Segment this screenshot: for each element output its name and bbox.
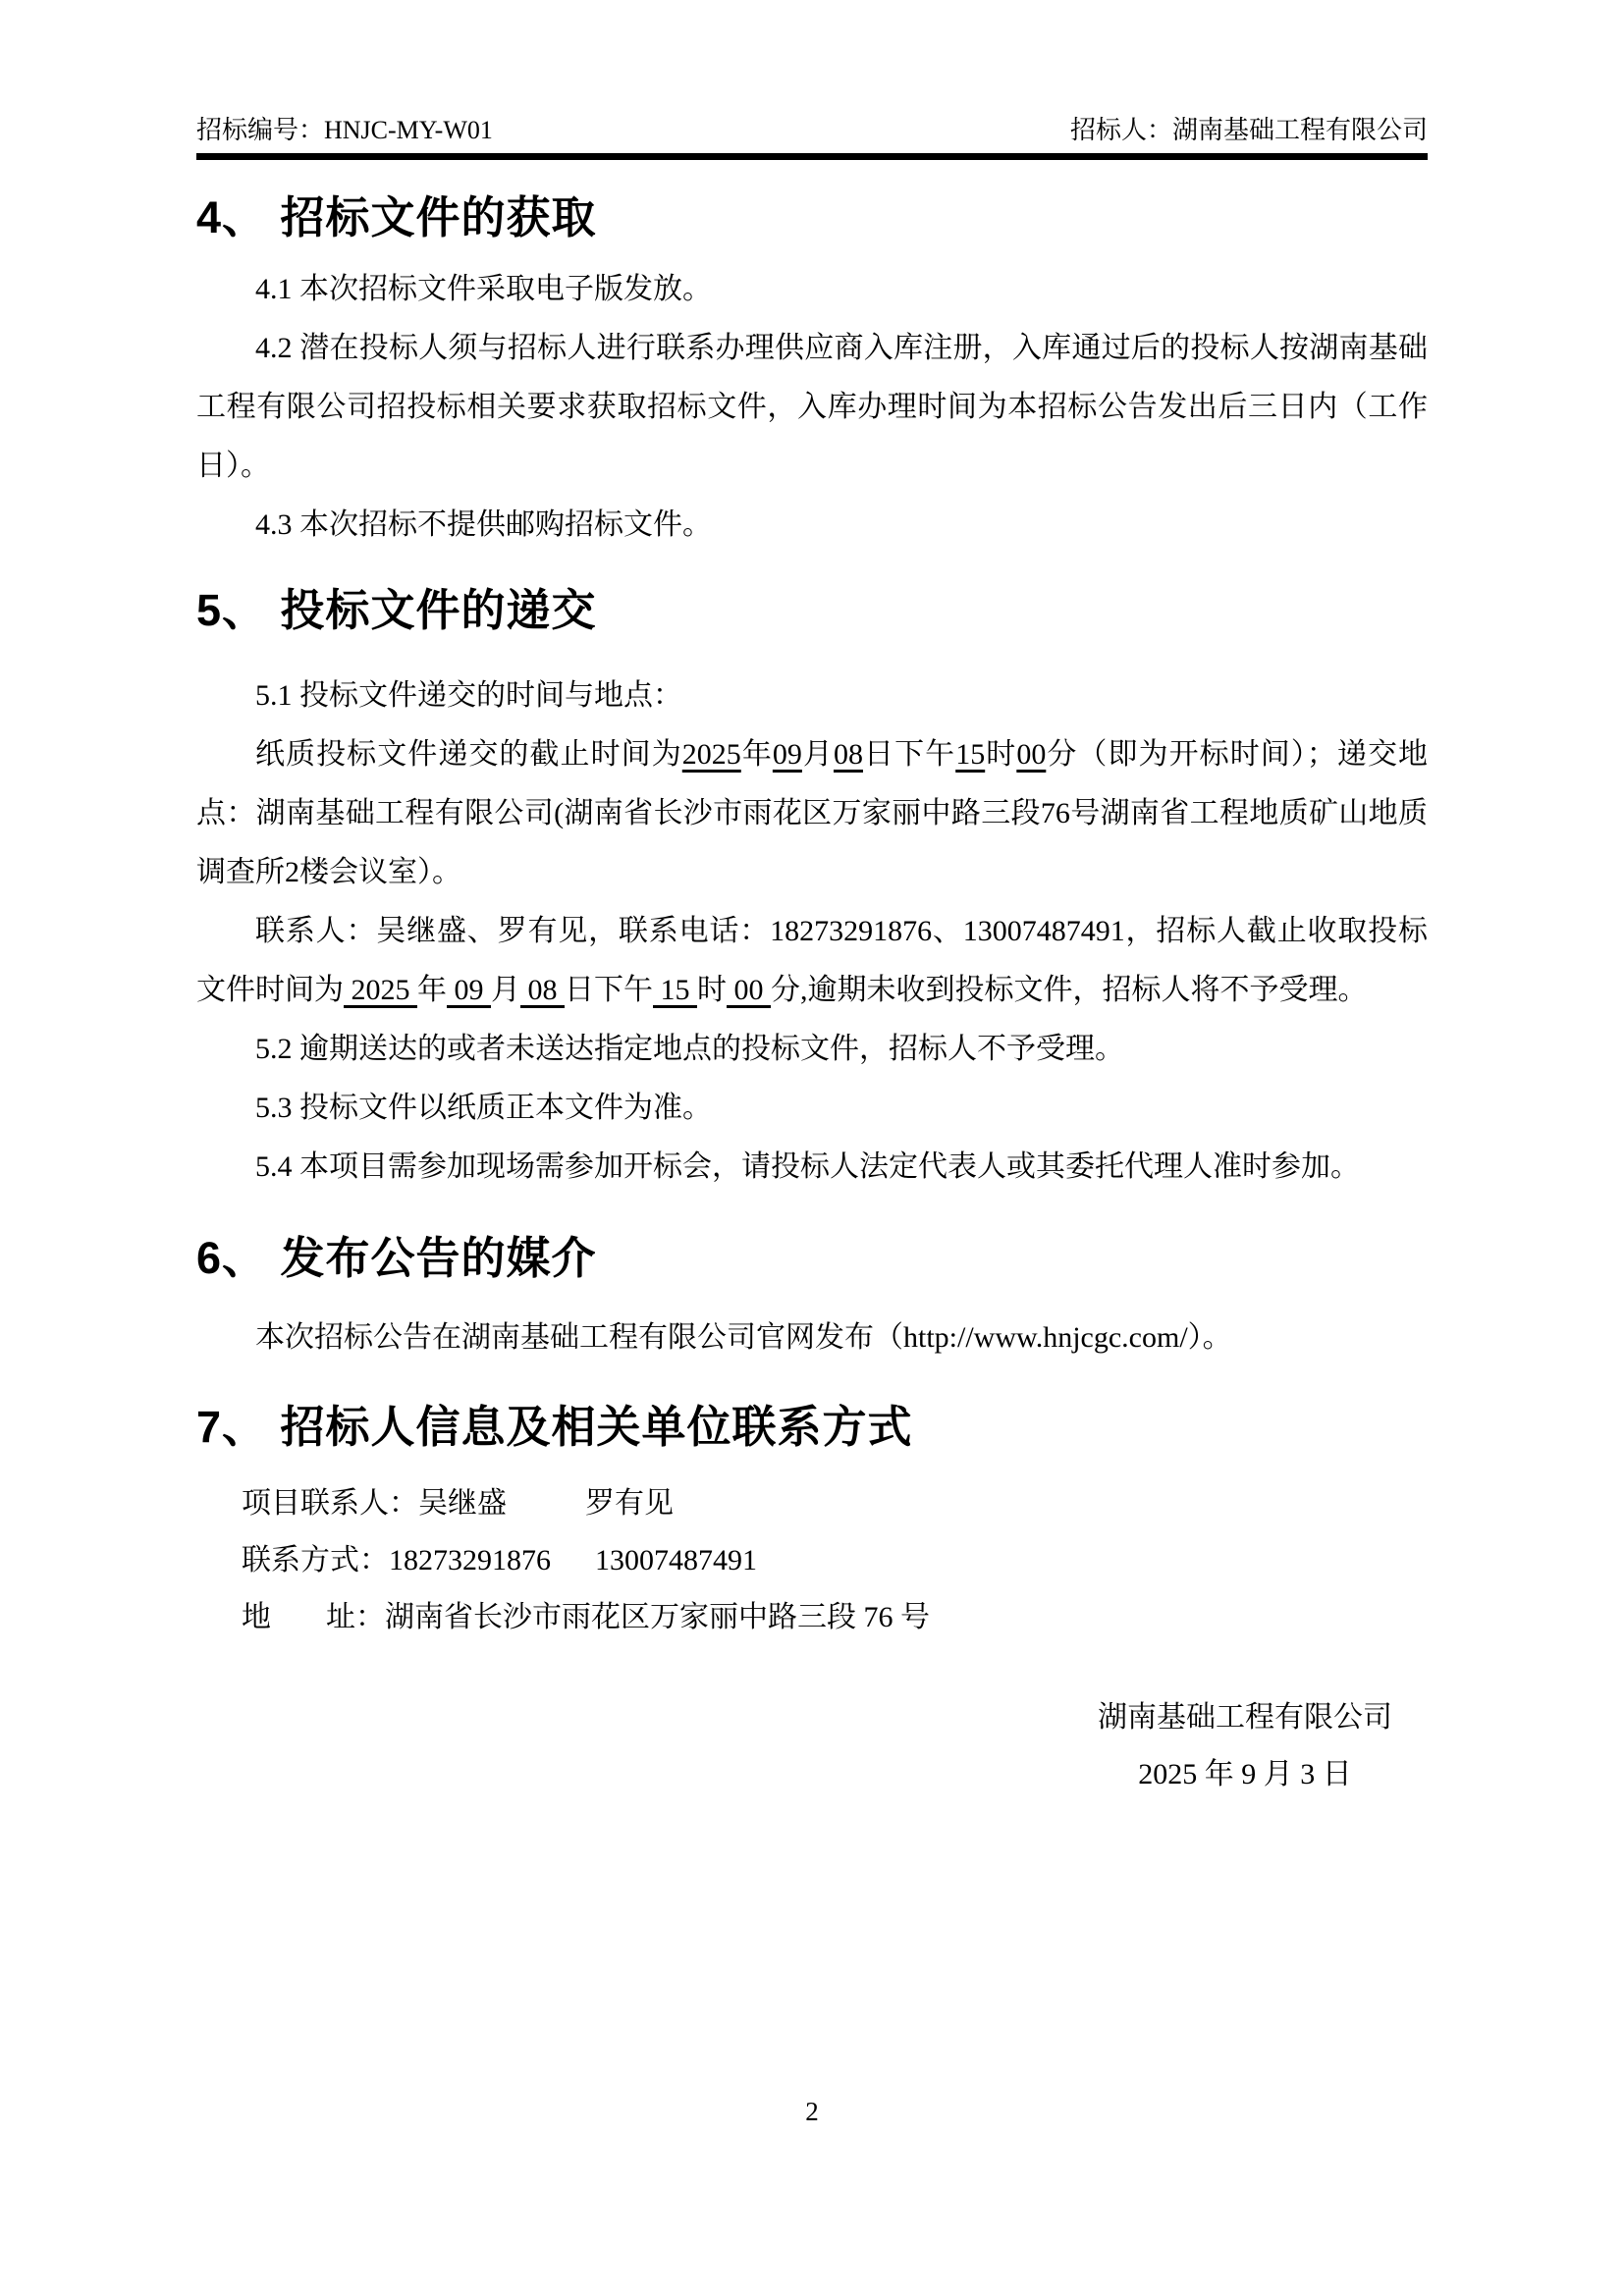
address-line <box>196 1589 1428 1646</box>
section-4-title: 4、 招标文件的获取 <box>196 192 597 242</box>
section-6 <box>196 1234 1428 1367</box>
clause-5-2: 5.2 逾期送达的或者未送达指定地点的投标文件，招标人不予受理。 <box>255 1033 1124 1065</box>
clause-4-3: 4.3 本次招标不提供邮购招标文件。 <box>255 508 712 541</box>
section-5-title: 5、 投标文件的递交 <box>196 585 597 635</box>
contact-deadline-paragraph: 联系人：吴继盛、罗有见，联系电话：18273291876、13007487491，招标人截止收取投标文件时间为 2025 年 09 月 08 日下午 15 时 00 分,逾期未收到投标文件，招标人将不予受理。 <box>196 915 1428 1006</box>
signature-date: 2025 年 9 月 3 日 <box>1138 1758 1352 1790</box>
tender-number: 招标编号：HNJC-MY-W01 <box>196 116 493 144</box>
announcement-media-paragraph: 本次招标公告在湖南基础工程有限公司官网发布（http://www.hnjcgc.com/）。 <box>255 1321 1232 1354</box>
clause-5-1: 5.1 投标文件递交的时间与地点： <box>255 679 682 712</box>
project-contact-label: 项目联系人： <box>242 1487 418 1520</box>
section-5 <box>196 586 1428 1197</box>
page-number: 2 <box>805 2097 819 2126</box>
contact-phone-label: 联系方式： <box>242 1544 389 1576</box>
section-6-title: 6、 发布公告的媒介 <box>196 1233 597 1283</box>
project-contact-name-1: 吴继盛 <box>418 1487 507 1520</box>
signature-company: 湖南基础工程有限公司 <box>1098 1701 1392 1734</box>
clause-4-1: 4.1 本次招标文件采取电子版发放。 <box>255 273 712 305</box>
project-contact-line <box>196 1475 1428 1532</box>
contact-phone-1: 18273291876 <box>389 1544 551 1576</box>
page-header <box>196 114 1428 160</box>
address-label-left: 地 <box>242 1601 271 1633</box>
signature-block <box>196 1689 1428 1803</box>
section-4 <box>196 193 1428 555</box>
address-value: 湖南省长沙市雨花区万家丽中路三段 76 号 <box>385 1601 930 1633</box>
clause-5-3: 5.3 投标文件以纸质正本文件为准。 <box>255 1092 712 1124</box>
section-7 <box>196 1403 1428 1646</box>
signature-inner <box>1098 1689 1392 1803</box>
tenderee-name: 招标人：湖南基础工程有限公司 <box>1069 116 1428 144</box>
project-contact-name-2: 罗有见 <box>585 1487 674 1520</box>
section-7-title: 7、 招标人信息及相关单位联系方式 <box>196 1402 913 1452</box>
clause-5-4: 5.4 本项目需参加现场需参加开标会，请投标人法定代表人或其委托代理人准时参加。 <box>255 1150 1360 1183</box>
address-label-right: 址： <box>326 1601 385 1633</box>
contact-phone-line <box>196 1532 1428 1589</box>
submission-deadline-paragraph: 纸质投标文件递交的截止时间为2025年09月08日下午15时00分（即为开标时间）；递交地点：湖南基础工程有限公司(湖南省长沙市雨花区万家丽中路三段76号湖南省工程地质矿山地质调查所2楼会议室）。 <box>196 738 1429 888</box>
clause-4-2: 4.2 潜在投标人须与招标人进行联系办理供应商入库注册，入库通过后的投标人按湖南基础工程有限公司招投标相关要求获取招标文件，入库办理时间为本招标公告发出后三日内（工作日）。 <box>196 332 1428 482</box>
contact-phone-2: 13007487491 <box>595 1544 757 1576</box>
